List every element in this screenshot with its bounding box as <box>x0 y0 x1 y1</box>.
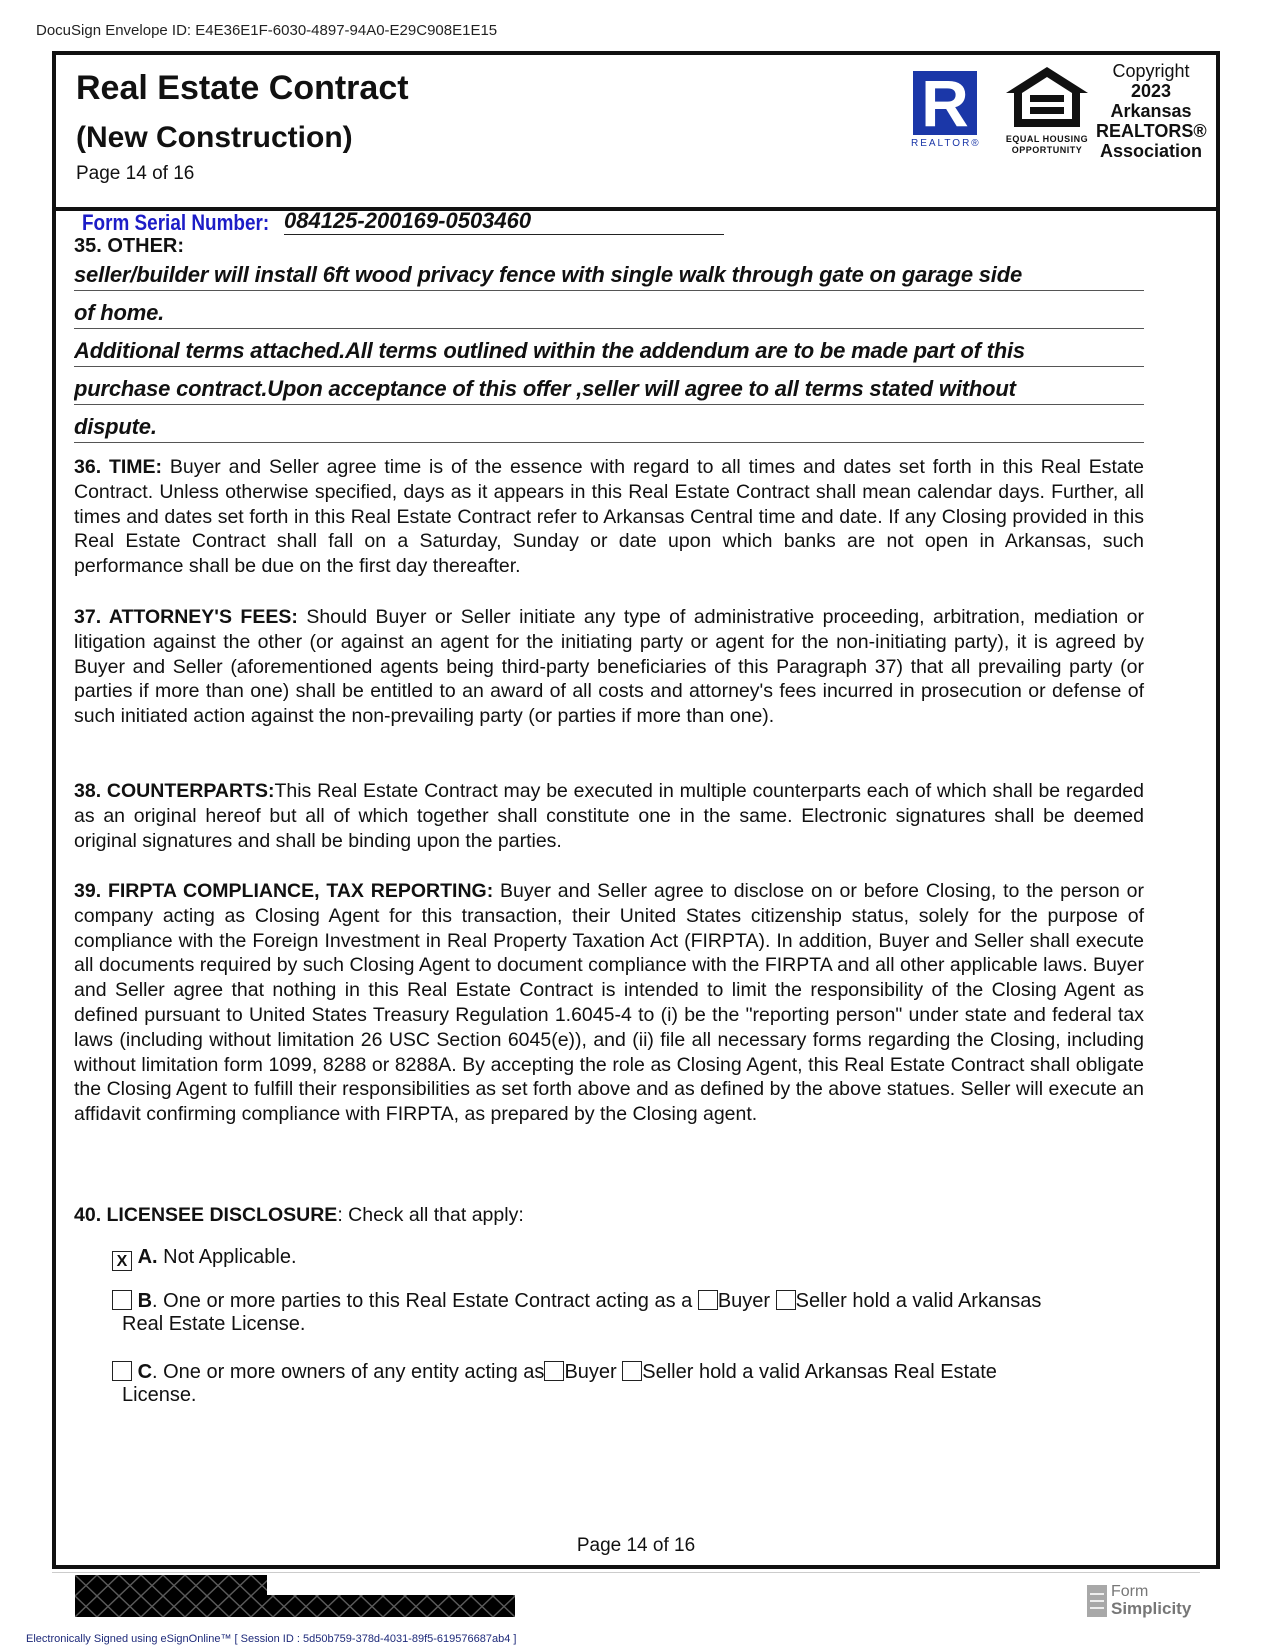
form-serial-label: Form Serial Number: <box>82 210 270 235</box>
form-serial-row <box>82 208 532 236</box>
option-b-buyer-checkbox[interactable] <box>698 1290 718 1310</box>
option-c-continuation: License. <box>122 1384 197 1406</box>
other-line[interactable]: purchase contract.Upon acceptance of this offer ,seller will agree to all terms stated without <box>74 367 1144 405</box>
option-c-buyer-checkbox[interactable] <box>544 1361 564 1381</box>
option-b-checkbox[interactable] <box>112 1290 132 1310</box>
section-37-heading: 37. ATTORNEY'S FEES: <box>74 606 298 628</box>
section-36-heading: 36. TIME: <box>74 456 163 478</box>
form-serial-value: 084125-200169-0503460 <box>284 208 724 235</box>
page-number-bottom: Page 14 of 16 <box>576 1535 696 1556</box>
equal-housing-house-icon <box>1002 65 1092 129</box>
section-37-attorney-fees <box>74 605 1144 729</box>
section-40-heading: 40. LICENSEE DISCLOSURE <box>74 1204 338 1226</box>
other-line[interactable]: of home. <box>74 291 1144 329</box>
form-simplicity-logo: Form Simplicity <box>1087 1583 1207 1623</box>
other-line[interactable]: dispute. <box>74 405 1144 443</box>
esignature-notice: Electronically Signed using eSignOnline™ [ Session ID : 5d50b759-378d-4031-89f5-619576687ab4 ] <box>26 1633 517 1645</box>
section-35-heading: 35. OTHER: <box>74 235 185 257</box>
option-b: B. One or more parties to this Real Estate Contract acting as a Buyer Seller hold a valid Arkansas <box>112 1289 1041 1313</box>
realtor-logo <box>911 66 981 153</box>
page-number-top: Page 14 of 16 <box>76 163 195 184</box>
option-c-checkbox[interactable] <box>112 1361 132 1381</box>
equal-housing-logo <box>1001 65 1093 155</box>
redacted-signature-block <box>75 1575 515 1617</box>
section-38-text: This Real Estate Contract may be executed in multiple counterparts each of which shall be regarded as an original hereof but all of which together shall constitute one in the same. Electronic signatures shall be deemed original signatures and shall be binding upon the parties. <box>74 780 1144 852</box>
section-36-time <box>74 455 1144 579</box>
page-header <box>56 55 1216 211</box>
section-36-text: Buyer and Seller agree time is of the essence with regard to all times and dates set forth in this Real Estate Contract. Unless otherwise specified, days as it appears in this Real Estate Contract shall mean calendar days. Further, all times and dates set forth in this Real Estate Contract refer to Arkansas Central time and date. If any Closing provided in this Real Estate Contract shall fall on a Saturday, Sunday or date upon which banks are not open in Arkansas, such performance shall be due on the first day thereafter. <box>74 456 1144 578</box>
document-icon <box>1087 1585 1107 1617</box>
section-35-other-field[interactable] <box>74 253 1144 443</box>
option-c: C. One or more owners of any entity acting as Buyer Seller hold a valid Arkansas Real Estate <box>112 1360 997 1384</box>
document-subtitle: (New Construction) <box>76 121 353 154</box>
footer-divider <box>52 1572 1200 1573</box>
option-a: X A. Not Applicable. <box>112 1245 297 1271</box>
option-c-seller-checkbox[interactable] <box>622 1361 642 1381</box>
section-38-counterparts <box>74 779 1144 853</box>
option-b-seller-checkbox[interactable] <box>776 1290 796 1310</box>
envelope-id: DocuSign Envelope ID: E4E36E1F-6030-4897-94A0-E29C908E1E15 <box>36 22 498 39</box>
section-40-licensee-disclosure <box>74 1203 1144 1228</box>
realtor-r-icon: R <box>913 71 977 135</box>
section-40-text: : Check all that apply: <box>337 1204 524 1226</box>
copyright-notice: Copyright 2023 Arkansas REALTORS® Association <box>1096 61 1207 161</box>
other-line[interactable]: Additional terms attached.All terms outlined within the addendum are to be made part of this <box>74 329 1144 367</box>
section-37-text: Should Buyer or Seller initiate any type of administrative proceeding, arbitration, mediation or litigation against the other (or against an agent for the initiating party or agent for the non-initiating party), it is agreed by Buyer and Seller (aforementioned agents being third-party beneficiaries of this Paragraph 37) that all prevailing party (or parties if more than one) shall be entitled to an award of all costs and attorney's fees incurred in prosecution or defense of such initiated action against the non-prevailing party (or parties if more than one). <box>74 606 1144 728</box>
document-title: Real Estate Contract <box>76 69 409 107</box>
section-38-heading: 38. COUNTERPARTS: <box>74 780 275 802</box>
section-39-heading: 39. FIRPTA COMPLIANCE, TAX REPORTING: <box>74 880 494 902</box>
realtor-logo-text: REALTOR® <box>911 138 981 149</box>
option-a-checkbox[interactable]: X <box>112 1251 132 1271</box>
eho-line1: EQUAL HOUSING <box>1005 134 1089 144</box>
option-b-continuation: Real Estate License. <box>122 1313 306 1335</box>
contract-page <box>52 51 1220 1569</box>
section-39-text: Buyer and Seller agree to disclose on or before Closing, to the person or company acting as Closing Agent for this transaction, their United States citizenship status, solely for the purpose of compliance with the Foreign Investment in Real Property Taxation Act (FIRPTA). In addition, Buyer and Seller shall execute all documents required by such Closing Agent to document compliance with the FIRPTA and all other applicable laws. Buyer and Seller agree that nothing in this Real Estate Contract is intended to limit the responsibility of the Closing Agent as defined pursuant to United States Treasury Regulation 1.6045-4 to (i) be the "reporting person" under state and federal tax laws (including without limitation 26 USC Section 6045(e)), and (ii) file all necessary forms regarding the Closing, including without limitation form 1099, 8288 or 8288A. By accepting the role as Closing Agent, this Real Estate Contract shall obligate the Closing Agent to fulfill their responsibilities as set forth above and as defined by the above statues. Seller will execute an affidavit confirming compliance with FIRPTA, as prepared by the Closing agent. <box>74 880 1144 1126</box>
other-line[interactable]: seller/builder will install 6ft wood privacy fence with single walk through gate on garage side <box>74 253 1144 291</box>
eho-line2: OPPORTUNITY <box>1011 145 1083 155</box>
section-39-firpta <box>74 879 1144 1127</box>
